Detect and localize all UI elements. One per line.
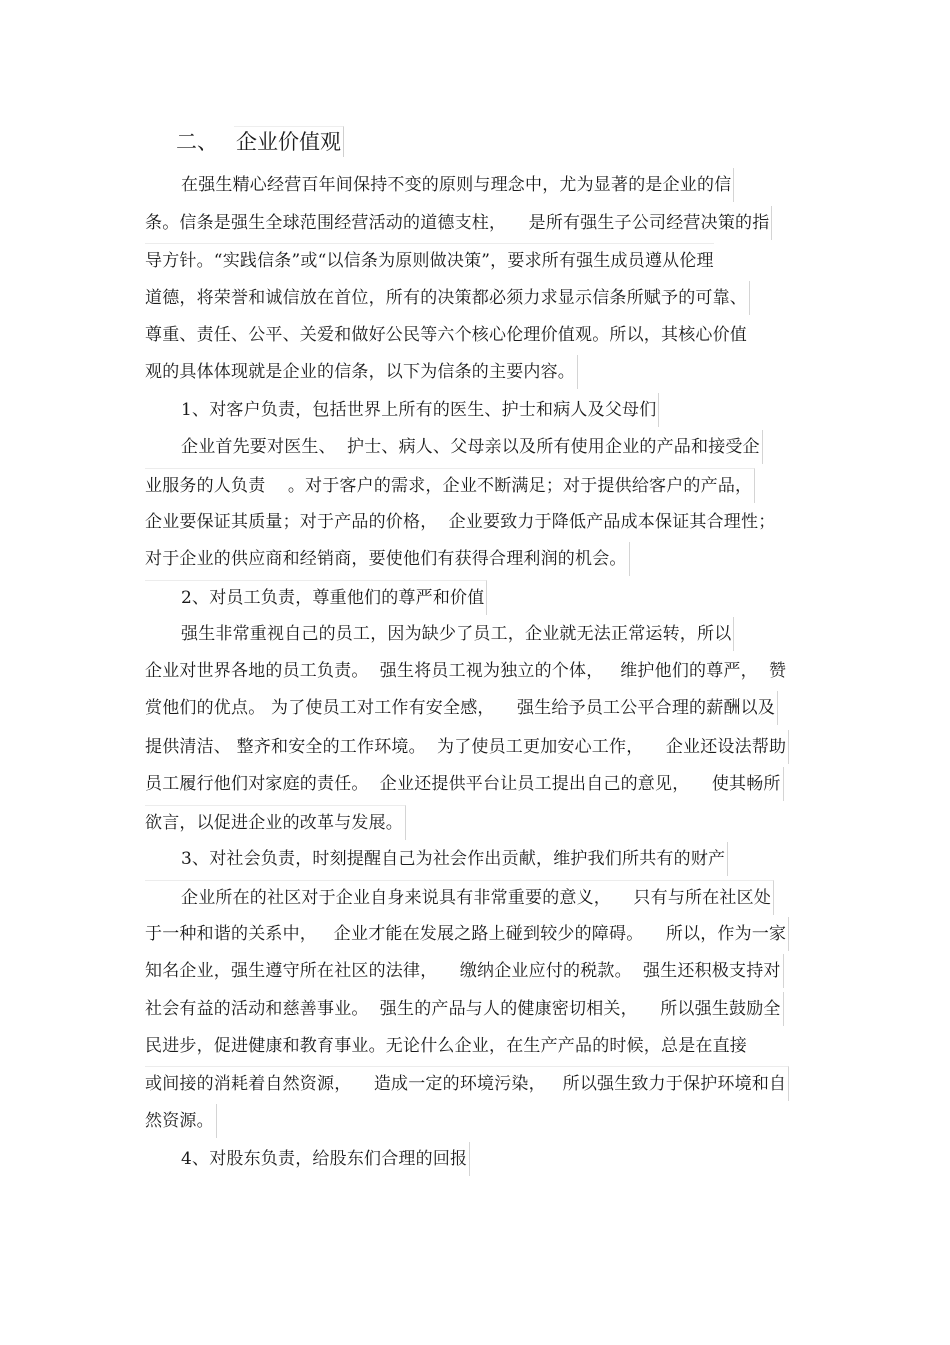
paragraph-line: 导方针。“实践信条”或“以信条为原则做决策”，要求所有强生成员遵从伦理 [145, 243, 714, 278]
paragraph-line: 企业对世界各地的员工负责。 强生将员工视为独立的个体， 维护他们的尊严， 赞 [145, 661, 787, 681]
paragraph-line: 企业所在的社区对于企业自身来说具有非常重要的意义， 只有与所在社区处 [145, 880, 774, 915]
section-title: 企业价值观 [234, 126, 344, 157]
paragraph-line: 民进步，促进健康和教育事业。无论什么企业，在生产产品的时候，总是在直接 [145, 1036, 747, 1056]
paragraph-line: 或间接的消耗着自然资源， 造成一定的环境污染， 所以强生致力于保护环境和自 [145, 1066, 789, 1101]
list-heading: 1、对客户负责，包括世界上所有的医生、护士和病人及父母们 [145, 393, 659, 427]
list-heading: 2、对员工负责，尊重他们的尊严和价值 [145, 580, 487, 615]
paragraph-line: 企业要保证其质量；对于产品的价格， 企业要致力于降低产品成本保证其合理性； [145, 512, 776, 532]
section-number: 二、 [176, 130, 218, 154]
paragraph-line: 尊重、责任、公平、关爱和做好公民等六个核心伦理价值观。所以，其核心价值 [145, 325, 747, 345]
paragraph-line: 知名企业，强生遵守所在社区的法律， 缴纳企业应付的税款。 强生还积极支持对 [145, 954, 784, 988]
paragraph-line: 企业首先要对医生、 护士、病人、父母亲以及所有使用企业的产品和接受企 [145, 430, 763, 464]
paragraph-line: 员工履行他们对家庭的责任。 企业还提供平台让员工提出自己的意见， 使其畅所 [145, 767, 784, 801]
paragraph-line: 赏他们的优点。 为了使员工对工作有安全感， 强生给予员工公平合理的薪酬以及 [145, 691, 778, 725]
paragraph-line: 观的具体体现就是企业的信条，以下为信条的主要内容。 [145, 355, 578, 389]
paragraph-line: 欲言，以促进企业的改革与发展。 [145, 805, 406, 840]
paragraph-line: 提供清洁、 整齐和安全的工作环境。 为了使员工更加安心工作， 企业还设法帮助 [145, 730, 789, 764]
paragraph-line: 条。信条是强生全球范围经营活动的道德支柱， 是所有强生子公司经营决策的指 [145, 206, 772, 240]
paragraph-line: 社会有益的活动和慈善事业。 强生的产品与人的健康密切相关， 所以强生鼓励全 [145, 992, 784, 1026]
paragraph-line: 在强生精心经营百年间保持不变的原则与理念中，尤为显著的是企业的信 [145, 168, 734, 202]
list-heading: 4、对股东负责，给股东们合理的回报 [145, 1142, 470, 1176]
paragraph-line: 对于企业的供应商和经销商，要使他们有获得合理利润的机会。 [145, 542, 630, 576]
list-heading: 3、对社会负责，时刻提醒自己为社会作出贡献，维护我们所共有的财产 [145, 842, 728, 876]
paragraph-line: 业服务的人负责 。对于客户的需求，企业不断满足；对于提供给客户的产品， [145, 468, 755, 503]
section-heading [176, 126, 344, 156]
paragraph-line: 强生非常重视自己的员工，因为缺少了员工，企业就无法正常运转，所以 [145, 617, 734, 651]
paragraph-line: 道德，将荣誉和诚信放在首位，所有的决策都必须力求显示信条所赋予的可靠、 [145, 281, 750, 315]
paragraph-line: 然资源。 [145, 1104, 217, 1138]
paragraph-line: 于一种和谐的关系中， 企业才能在发展之路上碰到较少的障碍。 所以，作为一家 [145, 917, 789, 951]
